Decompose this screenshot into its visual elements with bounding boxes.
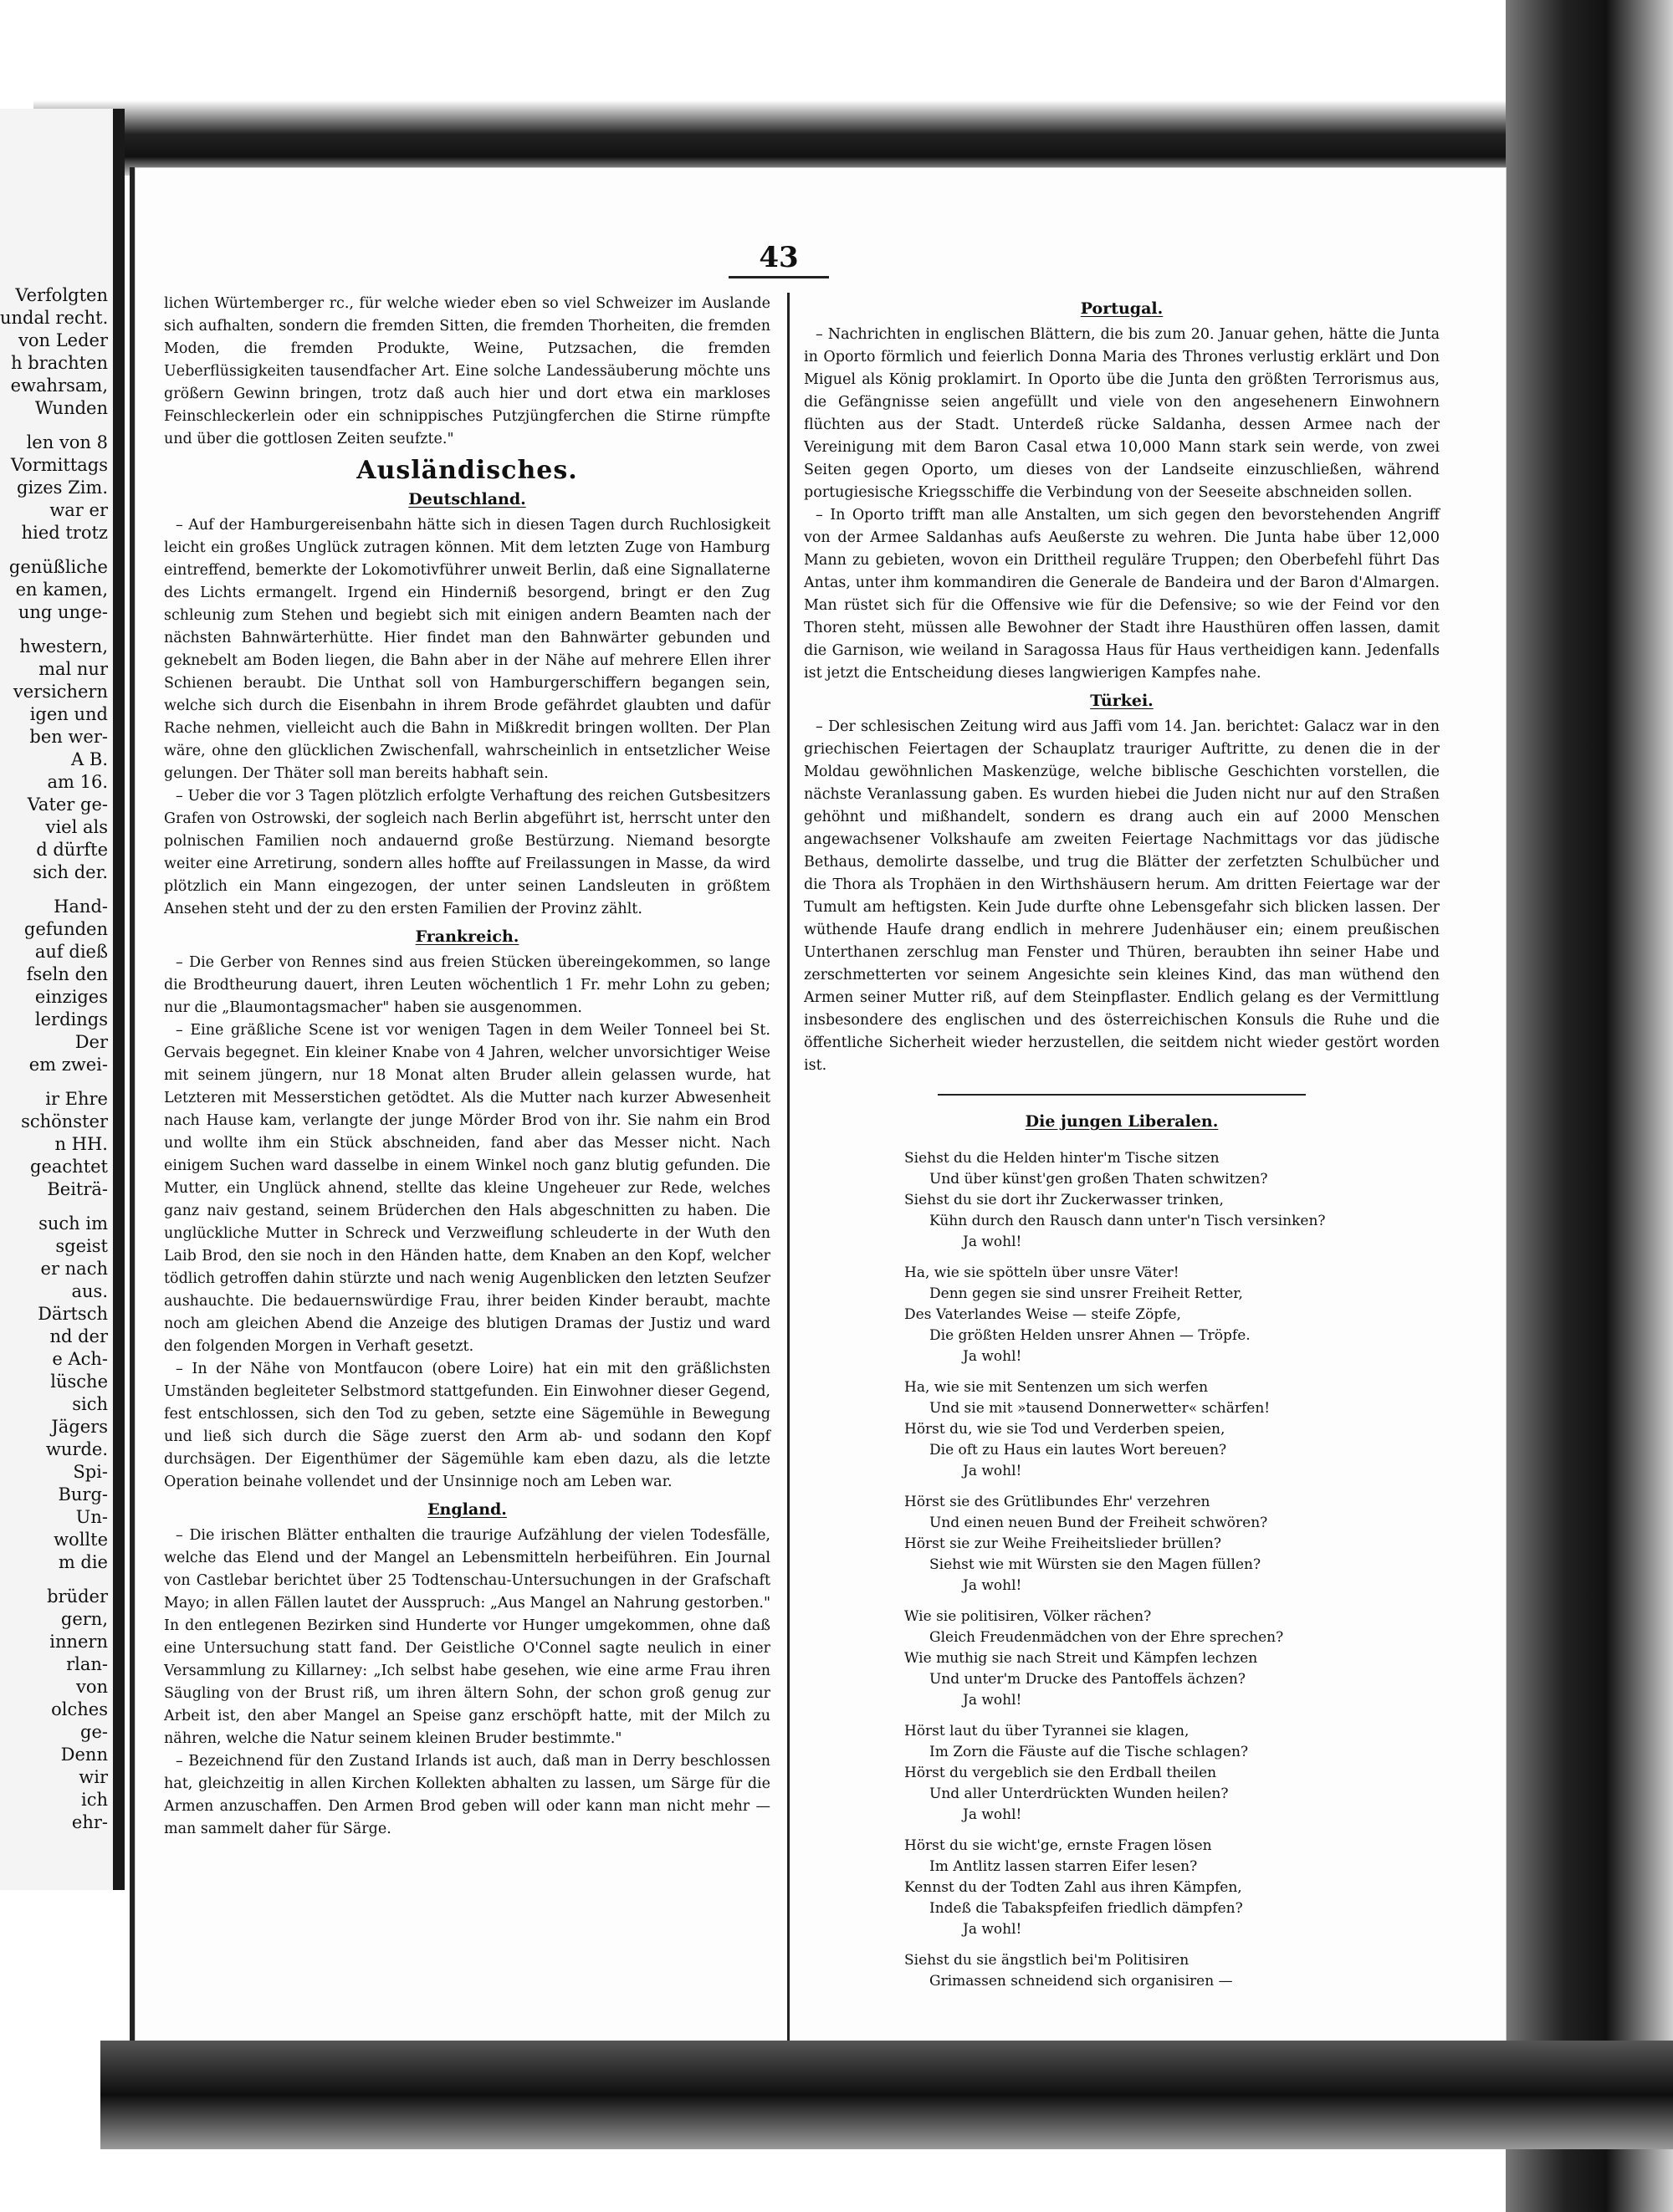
poem-line: Im Antlitz lassen starren Eifer lesen? (929, 1858, 1198, 1875)
article-paragraph: – Der schlesischen Zeitung wird aus Jaffi vom 14. Jan. berichtet: Galacz war in den griechischen Feiertagen der Schauplatz trauriger Auftritte, zu denen die in der Moldau gewöhnlichen Maskenzüge, welche biblische Geschichten vorstellen, die nächste Veranlassung gaben. Es wurden hiebei die Juden nicht nur auf den Straßen gehöhnt und mißhandelt, sondern es drang auch ein auf 2000 Menschen angewachsener Volkshaufe am zweiten Feiertage Nachmittags vor das jüdische Bethaus, demolirte dasselbe, und trug die Blätter der zerfetzten Schulbücher und die Thora als Trophäen in den Wirthshäusern herum. Am dritten Feiertage war der Tumult am heftigsten. Kein Jude durfte ohne Lebensgefahr sich blicken lassen. Der wüthende Haufe drang endlich in mehrere Judenhäuser ein; einem preußischen Unterthanen zerschlug man Fenster und Thüren, beraubten ihn seiner Habe und zerschmetterten vor seinem Angesichte sein kleines Kind, das man wüthend den Armen seiner Mutter riß, auf dem Steinpflaster. Endlich gelang es der Vermittlung insbesondere des englischen und des österreichischen Konsuls die Ruhe und die öffentliche Sicherheit wieder herzustellen, die seitdem nicht wieder gestört worden ist. (804, 718, 1440, 1074)
previous-page-fragment: hwestern, (19, 636, 108, 656)
article-paragraph: – Die irischen Blätter enthalten die traurige Aufzählung der vielen Todesfälle, welche das Elend und der Mangel an Lebensmitteln herbeiführen. Ein Journal von Castlebar berichtet über 25 Todtenschau-Untersuchungen in der Grafschaft Mayo; in allen Fällen lautet der Ausspruch: „Aus Mangel an Nahrung gestorben." In den entlegenen Bezirken sind Hunderte vor Hunger umgekommen, ohne daß eine Untersuchung statt fand. Der Geistliche O'Connel sagte neulich in einer Versammlung zu Killarney: „Ich selbst habe gesehen, wie eine arme Frau ihren Säugling von der Brust riß, um ihren ältern Sohn, der schon groß genug zur Arbeit ist, den aber Mangel an Speise ganz erschöpft hatte, mit der Milch zu nähren, welche die Natur seinem kleinen Bruder bestimmte." (164, 1527, 770, 1747)
previous-page-fragment: lerdings (34, 1009, 108, 1029)
previous-page-fragment: d dürfte (36, 840, 108, 860)
previous-page-fragment: ehr- (71, 1812, 108, 1832)
previous-page-fragment: en kamen, (15, 580, 108, 600)
previous-page-fragments (0, 109, 113, 1834)
poem-line: Und aller Unterdrückten Wunden heilen? (929, 1785, 1229, 1802)
previous-page-fragment (0, 884, 108, 896)
previous-page-fragment: sich der. (33, 862, 108, 882)
poem-line: Die größten Helden unsrer Ahnen — Tröpfe. (929, 1327, 1251, 1344)
previous-page-fragment: schönster (21, 1111, 108, 1132)
previous-page-fragment: Vormittags (10, 455, 108, 475)
scan-shadow-right (1506, 0, 1673, 2212)
previous-page-fragment: Därtsch (38, 1304, 108, 1324)
heading-frankreich: Frankreich. (415, 927, 519, 946)
previous-page-fragment: gern, (60, 1609, 108, 1629)
poem-line: Des Vaterlandes Weise — steife Zöpfe, (904, 1306, 1181, 1323)
poem-line: Denn gegen sie sind unsrer Freiheit Retter, (929, 1285, 1243, 1302)
poem-line: Siehst du die Helden hinter'm Tische sitzen (904, 1150, 1220, 1167)
previous-page-fragment: Verfolgten (15, 285, 108, 305)
poem-refrain: Ja wohl! (963, 1806, 1022, 1823)
previous-page-fragment (0, 1201, 108, 1213)
previous-page-fragment: er nach (40, 1259, 108, 1279)
previous-page-fragment: such im (38, 1213, 108, 1234)
previous-page-fragment: wollte (54, 1530, 108, 1550)
scan-shadow-top (33, 100, 1673, 176)
poem-stanza (904, 1377, 1440, 1482)
article-paragraph: – In der Nähe von Montfaucon (obere Loire) hat ein mit den gräßlichsten Umständen begleiteter Selbstmord stattgefunden. Ein Einwohner dieser Gegend, fest entschlossen, sich den Tod zu geben, setzte eine Sägemühle in Bewegung und ließ sich durch die Säge zuerst den Arm ab- und sodann den Kopf durchsägen. Der Eigenthümer der Sägemühle kam eben dazu, als die letzte Operation beinahe vollendet und der Unsinnige noch am Leben war. (164, 1361, 770, 1490)
poem-line: Kennst du der Todten Zahl aus ihren Kämpfen, (904, 1879, 1242, 1896)
poem-line: Siehst wie mit Würsten sie den Magen füllen? (929, 1556, 1261, 1573)
poem-line: Hörst laut du über Tyrannei sie klagen, (904, 1723, 1190, 1739)
previous-page-fragment: fseln den (26, 964, 108, 984)
previous-page-fragment: brüder (47, 1586, 108, 1607)
previous-page-fragment: mal nur (38, 659, 108, 679)
poem-line: Und unter'm Drucke des Pantoffels ächzen? (929, 1671, 1246, 1688)
article-paragraph: – Eine gräßliche Scene ist vor wenigen Tagen in dem Weiler Tonneel bei St. Gervais begegnet. Ein kleiner Knabe von 4 Jahren, welcher unvorsichtiger Weise mit seinem jüngern, nur 18 Monat alten Bruder allein gelassen wurde, hat Letzteren mit Messerstichen getödtet. Als die Mutter nach kurzer Abwesenheit nach Hause kam, verlangte der junge Mörder Brod von ihr. Sie nahm ein Brod und wollte ihm ein Stück abschneiden, fand aber das Messer nicht. Nach einigem Suchen ward dasselbe in einem Winkel noch ganz blutig gefunden. Die Mutter, ein Unglück ahnend, stellte das kleine Ungeheuer zur Rede, welches ganz naiv gestand, seinem Brüderchen den Hals abgeschnitten zu haben. Die unglückliche Mutter in Schreck und Verzweiflung schleuderte in der Wuth den Laib Brod, den sie noch in den Händen hatte, dem Knaben an den Kopf, welcher tödlich getroffen dahin stürzte und nach wenig Augenblicken den letzten Seufzer aushauchte. Die bedauernswürdige Frau, ihrer beiden Kinder beraubt, machte noch am gleichen Abend die Anzeige des blutigen Dramas der Justiz und ward den folgenden Morgen in Verhaft gesetzt. (164, 1022, 770, 1355)
poem-line: Hörst du sie wicht'ge, ernste Fragen lösen (904, 1837, 1212, 1854)
poem (904, 1148, 1440, 1992)
poem-line: Siehst du sie ängstlich bei'm Politisiren (904, 1952, 1190, 1969)
previous-page-fragment: ewahrsam, (10, 375, 108, 396)
previous-page-fragment: war er (49, 500, 108, 520)
previous-page-fragment: am 16. (47, 772, 108, 792)
previous-page-fragment: h brachten (11, 353, 108, 373)
poem-line: Wie sie politisiren, Völker rächen? (904, 1608, 1152, 1625)
poem-line: Indeß die Tabakspfeifen friedlich dämpfen? (929, 1900, 1243, 1917)
article-paragraph: – Nachrichten in englischen Blättern, die bis zum 20. Januar gehen, hätte die Junta in Oporto förmlich und feierlich Donna Maria des Thrones verlustig erklärt und Don Miguel als König proklamirt. In Oporto übe die Junta den größten Terrorismus aus, die Gefängnisse seien angefüllt und viele von den angesehenern Einwohnern flüchten aus der Stadt. Unterdeß rücke Saldanha, dessen Armee nach der Vereinigung mit dem Baron Casal etwa 10,000 Mann stark sein werde, von zwei Seiten gegen Oporto, um dieses von der Landseite einzuschließen, während portugiesische Kriegsschiffe die Verbindung von der Seeseite abschneiden sollen. (804, 326, 1440, 501)
previous-page-fragment: sgeist (55, 1236, 108, 1256)
heading-tuerkei: Türkei. (1090, 692, 1154, 710)
poem-line: Wie muthig sie nach Streit und Kämpfen lechzen (904, 1650, 1258, 1667)
previous-page-fragment: innern (49, 1632, 108, 1652)
poem-line: Und sie mit »tausend Donnerwetter« schärfen! (929, 1400, 1271, 1417)
poem-line: Ha, wie sie mit Sentenzen um sich werfen (904, 1379, 1209, 1396)
previous-page-fragment: hied trotz (21, 523, 108, 543)
previous-page-fragment: ir Ehre (45, 1089, 108, 1109)
poem-refrain: Ja wohl! (963, 1348, 1022, 1365)
previous-page-fragment: igen und (29, 704, 108, 724)
previous-page-fragment: len von 8 (26, 432, 108, 452)
newspaper-page (130, 167, 1507, 2099)
previous-page-fragment: rlan- (66, 1654, 108, 1674)
article-paragraph: – Die Gerber von Rennes sind aus freien Stücken übereingekommen, so lange die Brodtheurung dauert, ihren Leuten wöchentlich 1 Fr. mehr Lohn zu geben; nur die „Blaumontagsmacher" haben sie ausgenommen. (164, 954, 770, 1016)
previous-page-fragment: lüsche (50, 1372, 108, 1392)
previous-page-fragment: ung unge- (18, 602, 108, 622)
poem-stanza (904, 1607, 1440, 1711)
page-number: 43 (729, 241, 829, 278)
previous-page-fragment: Der (74, 1032, 108, 1052)
previous-page-fragment: genüßliche (8, 557, 108, 577)
previous-page-fragment (0, 624, 108, 636)
previous-page-fragment: Denn (60, 1745, 108, 1765)
poem-line: Die oft zu Haus ein lautes Wort bereuen? (929, 1442, 1227, 1458)
previous-page-fragment: geachtet (30, 1157, 108, 1177)
previous-page-fragment: einziges (34, 987, 108, 1007)
poem-line: Hörst sie zur Weihe Freiheitslieder brüllen? (904, 1535, 1221, 1552)
right-column (804, 293, 1440, 2002)
previous-page-fragment: wurde. (45, 1439, 108, 1459)
poem-line: Hörst du, wie sie Tod und Verderben speien, (904, 1421, 1225, 1438)
article-paragraph: – Ueber die vor 3 Tagen plötzlich erfolgte Verhaftung des reichen Gutsbesitzers Grafen von Ostrowski, der sogleich nach Berlin abgeführt ist, herrscht unter den polnischen Familien noch andauernd große Bestürzung. Niemand besorgte weiter eine Arretirung, sondern alles hoffte auf Freilassungen in Masse, da wird plötzlich ein Mann eingezogen, der unter seinen Landsleuten in größtem Ansehen steht und der zu den ersten Familien der Provinz zählt. (164, 788, 770, 917)
poem-line: Kühn durch den Rausch dann unter'n Tisch versinken? (929, 1213, 1326, 1229)
previous-page-fragment: e Ach- (52, 1349, 108, 1369)
previous-page-fragment (0, 420, 108, 432)
previous-page-fragment: n HH. (54, 1134, 108, 1154)
previous-page-fragment: em zwei- (28, 1055, 108, 1075)
previous-page-fragment: gefunden (23, 919, 108, 939)
poem-line: Gleich Freudenmädchen von der Ehre sprechen? (929, 1629, 1284, 1646)
article-paragraph: – Bezeichnend für den Zustand Irlands ist auch, daß man in Derry beschlossen hat, gleichzeitig in allen Kirchen Kollekten abhalten zu lassen, um Särge für die Armen anzuschaffen. Den Armen Brod geben will oder kann man nicht mehr — man sammelt daher für Särge. (164, 1753, 770, 1837)
previous-page-edge (0, 109, 125, 1890)
previous-page-fragment: Wunden (34, 398, 108, 418)
previous-page-fragment: sich (72, 1394, 108, 1414)
previous-page-fragment (0, 1574, 108, 1586)
previous-page-fragment: A B. (71, 749, 108, 769)
poem-line: Hörst du vergeblich sie den Erdball theilen (904, 1765, 1217, 1781)
article-paragraph: – In Oporto trifft man alle Anstalten, um sich gegen den bevorstehenden Angriff von der Armee Saldanhas aufs Aeußerste zu wehren. Die Junta habe über 12,000 Mann zu gebieten, wovon ein Drittheil reguläre Truppen; den Oberbefehl führt Das Antas, unter ihm kommandiren die Generale de Bandeira und der Baron d'Almargen. Man rüstet sich für die Offensive wie für die Defensive; so wie der Feind vor den Thoren steht, müssen alle Bewohner der Stadt ihre Hausthüren offen lassen, damit die Garnison, wie weiland in Saragossa Haus für Haus vertheidigen kann. Jedenfalls ist jetzt die Entscheidung dieses langwierigen Kampfes nahe. (804, 507, 1440, 682)
section-separator (938, 1094, 1306, 1096)
column-rule (787, 293, 790, 2057)
previous-page-fragment: Burg- (58, 1484, 108, 1504)
poem-line: Im Zorn die Fäuste auf die Tische schlagen? (929, 1744, 1249, 1760)
previous-page-fragment (0, 544, 108, 556)
poem-refrain: Ja wohl! (963, 1234, 1022, 1250)
section-heading: Ausländisches. (356, 456, 578, 485)
poem-line: Grimassen schneidend sich organisiren — (929, 1973, 1233, 1990)
previous-page-fragment: ben wer- (29, 727, 108, 747)
previous-page-fragment: ich (80, 1790, 108, 1810)
previous-page-fragment: gizes Zim. (17, 478, 108, 498)
previous-page-fragment: Hand- (54, 897, 108, 917)
previous-page-fragment: wir (79, 1767, 108, 1787)
previous-page-fragment: von (75, 1677, 108, 1697)
previous-page-fragment: m die (58, 1552, 108, 1572)
scan-shadow-bottom (100, 2041, 1673, 2149)
poem-refrain: Ja wohl! (963, 1577, 1022, 1594)
poem-refrain: Ja wohl! (963, 1692, 1022, 1709)
previous-page-fragment: Beiträ- (47, 1179, 108, 1199)
poem-stanza (904, 1148, 1440, 1253)
previous-page-fragment: olches (51, 1699, 108, 1719)
poem-stanza (904, 1950, 1440, 1992)
poem-line: Und einen neuen Bund der Freiheit schwören? (929, 1515, 1268, 1531)
previous-page-fragment: undal recht. (0, 308, 109, 328)
intro-paragraph: lichen Würtemberger rc., für welche wieder eben so viel Schweizer im Auslande sich aufhalten, sondern die fremden Sitten, die fremden Thorheiten, die fremden Moden, die fremden Produkte, Weine, Putzsachen, die fremden Ueberflüssigkeiten tausendfacher Art. Eine solche Landessäuberung möchte uns größern Gewinn bringen, trotz daß auch hier und dort etwa ein markloses Feinschleckerlein oder ein schnippisches Putzjüngferchen die Stirne rümpfte und über die gottlosen Zeiten seufzte." (164, 295, 770, 447)
previous-page-fragment: viel als (45, 817, 108, 837)
heading-portugal: Portugal. (1080, 299, 1164, 318)
poem-refrain: Ja wohl! (963, 1921, 1022, 1938)
previous-page-fragment: Vater ge- (27, 794, 108, 815)
previous-page-fragment (0, 1076, 108, 1088)
previous-page-fragment: von Leder (18, 330, 108, 350)
poem-line: Ha, wie sie spötteln über unsre Väter! (904, 1264, 1179, 1281)
previous-page-fragment: versichern (13, 682, 108, 702)
heading-deutschland: Deutschland. (408, 490, 526, 508)
poem-stanza (904, 1721, 1440, 1826)
previous-page-fragment: Spi- (73, 1462, 108, 1482)
article-paragraph: – Auf der Hamburgereisenbahn hätte sich in diesen Tagen durch Ruchlosigkeit leicht ein großes Unglück zutragen können. Mit dem letzten Zuge von Hamburg eintreffend, bemerkte der Lokomotivführer unweit Berlin, daß eine Signallaterne des Lichts ermangelt. Irgend ein Hinderniß besorgend, bringt er den Zug schleunig zum Stehen und begiebt sich mit einigen andern Beamten nach der nächsten Bahnwärterhütte. Hier findet man den Bahnwärter gebunden und geknebelt am Boden liegen, die Bahn aber in der Nähe auf mehrere Ellen ihrer Schienen beraubt. Die Unthat soll von Hamburgerschiffern begangen sein, welche sich durch die Eisenbahn in ihrem Brode gefährdet glaubten und dafür Rache nehmen, vielleicht auch die Bahn in Mißkredit bringen wollten. Der Plan wäre, ohne den glücklichen Zwischenfall, wahrscheinlich in entsetzlicher Weise gelungen. Der Thäter soll man bereits habhaft sein. (164, 517, 770, 782)
poem-title: Die jungen Liberalen. (1025, 1112, 1219, 1131)
poem-stanza (904, 1263, 1440, 1367)
previous-page-fragment: auf dieß (34, 942, 108, 962)
left-column (164, 293, 770, 1841)
poem-stanza (904, 1492, 1440, 1596)
previous-page-fragment: Jägers (51, 1417, 108, 1437)
previous-page-fragment: aus. (71, 1281, 108, 1301)
poem-line: Hörst sie des Grütlibundes Ehr' verzehren (904, 1494, 1210, 1510)
previous-page-fragment: Un- (75, 1507, 108, 1527)
previous-page-fragment: nd der (49, 1326, 108, 1346)
poem-line: Siehst du sie dort ihr Zuckerwasser trinken, (904, 1192, 1224, 1208)
previous-page-fragment: ge- (80, 1722, 108, 1742)
heading-england: England. (427, 1500, 507, 1519)
poem-line: Und über künst'gen großen Thaten schwitzen? (929, 1171, 1268, 1188)
poem-refrain: Ja wohl! (963, 1463, 1022, 1479)
poem-stanza (904, 1836, 1440, 1940)
